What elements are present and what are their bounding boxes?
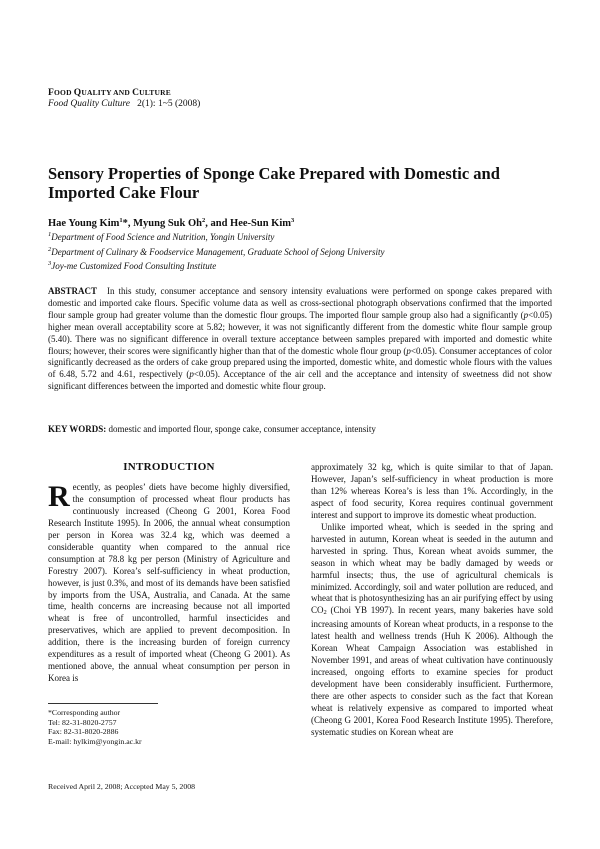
drop-cap: R (48, 479, 70, 513)
footnote-divider (48, 703, 158, 704)
keywords: KEY WORDS: domestic and imported flour, sponge cake, consumer acceptance, intensity (48, 424, 376, 434)
keywords-label: KEY WORDS: (48, 424, 107, 434)
journal-header (48, 87, 200, 110)
abstract: ABSTRACT In this study, consumer acceptance and sensory intensity evaluations were performed on sponge cakes prepared with domestic and imported cake flours. Specific volume data as well as cross-sectional photograph observations confirmed that the imported flour sample group had greater volume than the domestic flour groups. The imported flour sample group also had a significantly (p<0.05) higher mean overall acceptability score at 5.82; however, it was not significantly different from the domestic white flour sample group (5.40). There was no significant difference in overall texture acceptance between samples prepared with imported and domestic white flours; however, their scores were significantly higher than that of the domestic whole flour group (p<0.05). Consumer acceptances of color significantly decreased as the orders of cake group prepared using the imported, domestic white, and domestic whole flours with the values of 6.48, 5.72 and 4.61, respectively (p<0.05). Acceptance of the air cell and the acceptance and intensity of sweetness did not show significant differences between the imported and domestic white flour group. (48, 286, 552, 392)
column-right (311, 462, 553, 739)
author-list: Hae Young Kim$^1$*, Myung Suk Oh$^2$, and Hee-Sun Kim$^3$ (48, 217, 295, 229)
corresponding-author-footnote: *Corresponding author Tel: 82-31-8020-2757 Fax: 82-31-8020-2886 E-mail: hylkim@yongin.ac.kr (48, 708, 142, 747)
received-dates: Received April 2, 2008; Accepted May 5, 2008 (48, 782, 196, 791)
affiliation-2: $^2$Department of Culinary & Foodservice Management, Graduate School of Sejong University (48, 245, 385, 257)
intro-paragraph-3: Unlike imported wheat, which is seeded in the spring and harvested in autumn, Korean wheat is seeded in the autumn and harvested in spring. Thus, Korean wheat avoids summer, the season in which wheat may be badly damaged by weeds or harmful insects; thus, the use of agricultural chemicals is minimized. Accordingly, soil and water pollution are reduced, and wheat that is photosynthesizing has an air purifying effect by using CO2 (Choi YB 1997). In recent years, many bakeries have sold increasing amounts of Korean wheat products, in a response to the latest health and wellness trends (Huh K 2006). Although the Korean Wheat Campaign Association was established in November 1991, and areas of wheat cultivation have continuously increased, ongoing efforts to examine species for product development have been considerably insufficient. Furthermore, there are other aspects to consider such as the fact that Korean wheat is relatively expensive as compared to imported wheat (Cheong G 2001, Korea Food Research Institute 1995). Therefore, systematic studies on Korean wheat are (311, 521, 553, 737)
journal-name: FOOD QUALITY AND CULTURE (48, 88, 171, 98)
journal-citation: Food Quality Culture 2(1): 1~5 (2008) (48, 99, 201, 109)
column-left (48, 462, 290, 685)
abstract-label: ABSTRACT (48, 286, 98, 296)
affiliations (48, 229, 384, 273)
intro-paragraph-2: approximately 32 kg, which is quite similar to that of Japan. However, Japan’s self-sufficiency in wheat production is more than 12% whereas Korea’s is less than 1%. Accordingly, in the aspect of food security, Korea requires continual government interest and support to improve its domestic wheat production. (311, 462, 553, 520)
paper-title: Sensory Properties of Sponge Cake Prepared with Domestic and Imported Cake Flour (48, 164, 500, 202)
section-heading: INTRODUCTION (123, 461, 215, 473)
intro-paragraph-1: Recently, as peoples’ diets have become highly diversified, the consumption of processed wheat flour products has continuously increased (Cheong G 2001, Korea Food Research Institute 1995). In 2006, the annual wheat consumption per person in Korea was 32.4 kg, which was deemed a considerable quantity when compared to the annual rice consumption at 78.8 kg per person (Ministry of Agriculture and Forestry 2007). Korea’s self-sufficiency in wheat production, however, is just 0.3%, and most of its demands have been satisfied by imports from the USA, Australia, and Canada. At the same time, health concerns are increasing because not all imported wheat is free of uncontrolled, harmful insecticides and preservatives, which are applied to prevent decomposition. In addition, there is the increasing burden of foreign currency expenditures as a result of imported wheat (Cheong G 2001). As mentioned above, the annual wheat consumption per person in Korea is (48, 479, 290, 684)
affiliation-3: $^3$Joy-me Customized Food Consulting Institute (48, 260, 217, 271)
affiliation-1: $^1$Department of Food Science and Nutrition, Yongin University (48, 231, 275, 242)
